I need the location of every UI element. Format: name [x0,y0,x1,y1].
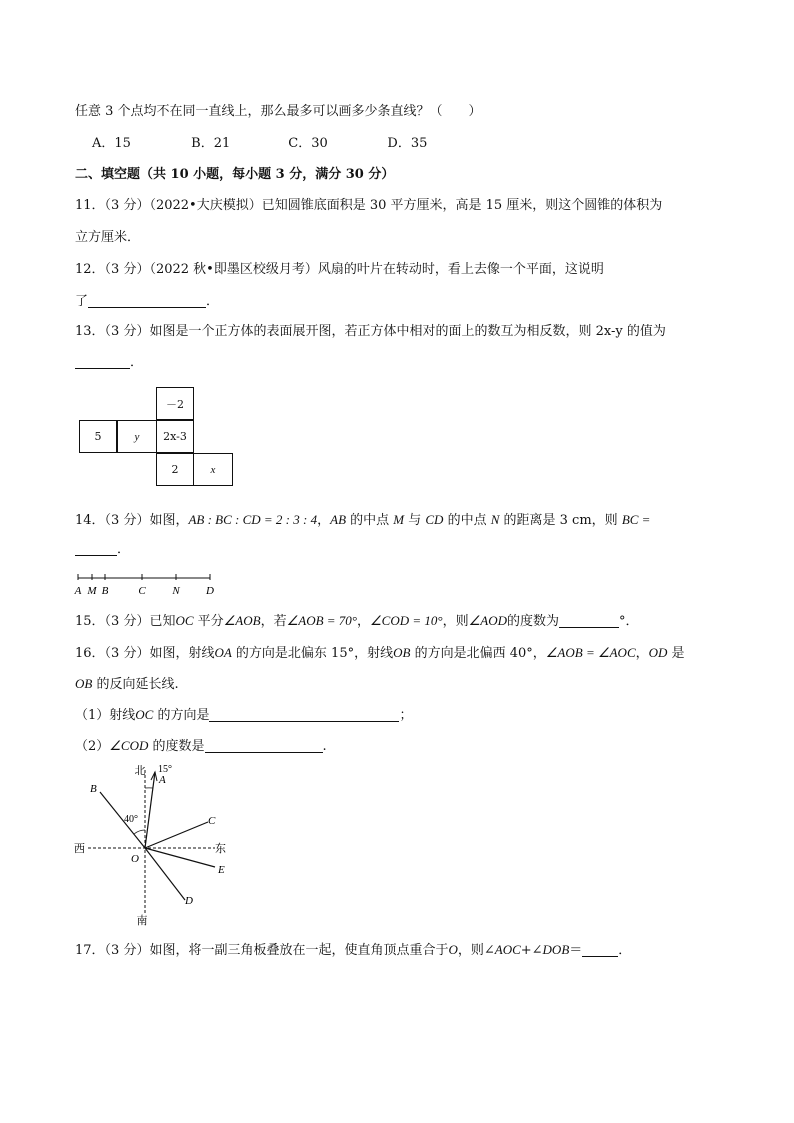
q16-sub1 [75,705,413,726]
label-a: A [159,774,166,786]
q16-sub2-mid: 的度数是 [148,739,205,754]
q10-stem: 任意 3 个点均不在同一直线上，那么最多可以画多少条直线？（ ） [75,104,482,119]
label-north: 北 [134,765,146,777]
net-face-top: －2 [156,387,194,420]
label-15deg: 15° [158,764,172,775]
label-40deg: 40° [124,814,138,825]
label-south: 南 [136,915,148,927]
q16-sub2-prefix: （2） [75,739,110,754]
q16-oa: OA [214,645,232,660]
net-face-left: 5 [79,420,117,453]
q14-prefix: 14．（3 分）如图， [75,513,189,528]
net-face-center: 2x-3 [156,420,194,453]
q15-line [75,611,639,632]
q15-prefix: 15．（3 分）已知 [75,614,176,629]
cube-net-figure [79,387,235,489]
label-c: C [208,815,216,827]
q16-sub2-suffix: . [322,739,327,754]
q16-od: OD [648,645,668,660]
q10-option-d: D．35 [387,136,428,151]
q16-line1 [75,643,685,664]
segment-label-c: C [138,585,146,597]
q10-option-a: A．15 [92,136,131,151]
ray-oc [145,822,208,848]
label-e: E [218,864,225,876]
net-face-bottom: 2 [156,453,194,486]
label-west: 西 [74,843,85,855]
segment-label-d: D [206,585,214,597]
net-face-right: x [193,453,233,486]
q17-t1: ，则∠ [457,943,495,958]
q16-ob: OB [393,645,411,660]
q12-prefix: 了 [75,294,89,309]
q16-line2 [75,674,179,695]
q15-answer-blank[interactable] [559,613,619,628]
q16-ob2: OB [75,676,93,691]
q15-t5: 的度数为 [507,614,560,629]
q14-cd: CD [425,512,444,527]
q10-option-b: B．21 [191,136,231,151]
q15-t2: ，若 [260,614,287,629]
q10-option-c: C．30 [288,136,328,151]
q17-t2: +∠ [520,943,543,958]
q14-ratio: AB : BC : CD = 2 : 3 : 4 [188,512,318,527]
q13-suffix: ． [130,355,144,370]
q12-suffix: ． [206,294,220,309]
segment-label-b: B [101,585,109,597]
segment-label-m: M [87,585,97,597]
q15-t3: ， [357,614,371,629]
q12-line2 [75,292,219,312]
q16-t3: ， [635,646,649,661]
q17-line [75,940,631,961]
q14-n: N [490,512,500,527]
segment-label-n: N [172,585,180,597]
label-d: D [185,895,193,907]
q16-sub2-answer-blank[interactable] [205,738,323,753]
q14-suffix: ． [117,542,131,557]
q11-line1: 11．（3 分）（2022•大庆模拟）已知圆锥底面积是 30 平方厘米，高是 15 厘米，则这个圆锥的体积为 [75,198,663,213]
segment-label-a: A [74,585,82,597]
q14-bc: BC = [621,512,651,527]
q16-t4: 是 [667,646,685,661]
ray-oe [145,848,215,867]
q15-aod: ∠AOD [468,613,507,628]
segment-figure [72,572,222,598]
q15-aob: ∠AOB [223,613,261,628]
q16-sub2-cod: ∠COD [109,738,149,753]
q14-text3: 与 [404,513,426,528]
label-o: O [131,853,139,865]
q15-t4: ，则 [442,614,469,629]
ray-od [145,848,185,900]
q16-sub1-mid: 的方向是 [153,708,210,723]
q12-line1: 12．（3 分）（2022 秋•即墨区校级月考）风扇的叶片在转动时，看上去像一个平面，这说明 [75,262,604,277]
q16-sub1-oc: OC [135,707,154,722]
ray-oa [145,772,155,848]
q11-line2: 立方厘米． [75,230,141,245]
q15-oc: OC [175,613,194,628]
section-heading-fill-blank: 二、填空题（共 10 小题，每小题 3 分，满分 30 分） [75,167,395,182]
q17-t3: ＝ [569,943,583,958]
q16-sub1-answer-blank[interactable] [209,707,399,722]
q16-t2: 的方向是北偏西 40°， [410,646,546,661]
q14-ab: AB [330,512,347,527]
q14-text5: 的距离是 3 cm，则 [499,513,622,528]
q13-line1: 13．（3 分）如图是一个正方体的表面展开图，若正方体中相对的面上的数互为相反数，则 2x-y 的值为 [75,324,666,339]
q16-sub1-prefix: （1）射线 [75,708,136,723]
q14-text2: 的中点 [346,513,394,528]
q16-prefix: 16．（3 分）如图，射线 [75,646,215,661]
q13-answer-blank[interactable] [75,354,130,369]
q17-o: O [448,942,458,957]
q13-line2 [75,353,143,373]
q15-t1: 平分 [193,614,224,629]
q17-aoc: AOC [494,942,521,957]
angle-40-arc [134,830,145,834]
q15-aob70: ∠AOB = 70° [286,613,358,628]
q14-answer-blank[interactable] [75,541,117,556]
q10-options [92,134,427,154]
q15-cod10: ∠COD = 10° [370,613,443,628]
q16-t1: 的方向是北偏东 15°，射线 [231,646,394,661]
q14-line2 [75,540,130,560]
q17-answer-blank[interactable] [582,942,618,957]
q16-sub1-suffix: ； [399,708,413,723]
q14-m: M [393,512,405,527]
ray-ob [100,792,145,848]
q17-suffix: ． [618,943,632,958]
q16-eq: ∠AOB = ∠AOC [545,645,636,660]
q14-line1 [75,510,650,531]
net-face-middle: y [117,420,157,453]
q17-dob: DOB [542,942,570,957]
q12-answer-blank[interactable] [88,293,206,308]
q14-text1: ， [317,513,331,528]
compass-figure [70,760,240,930]
q16-sub2 [75,736,327,757]
label-east: 东 [215,843,226,855]
q16-t5: 的反向延长线. [92,677,179,692]
label-b: B [90,783,97,795]
q14-text4: 的中点 [443,513,491,528]
q17-prefix: 17．（3 分）如图，将一副三角板叠放在一起，使直角顶点重合于 [75,943,449,958]
q15-suffix: °． [619,614,639,629]
